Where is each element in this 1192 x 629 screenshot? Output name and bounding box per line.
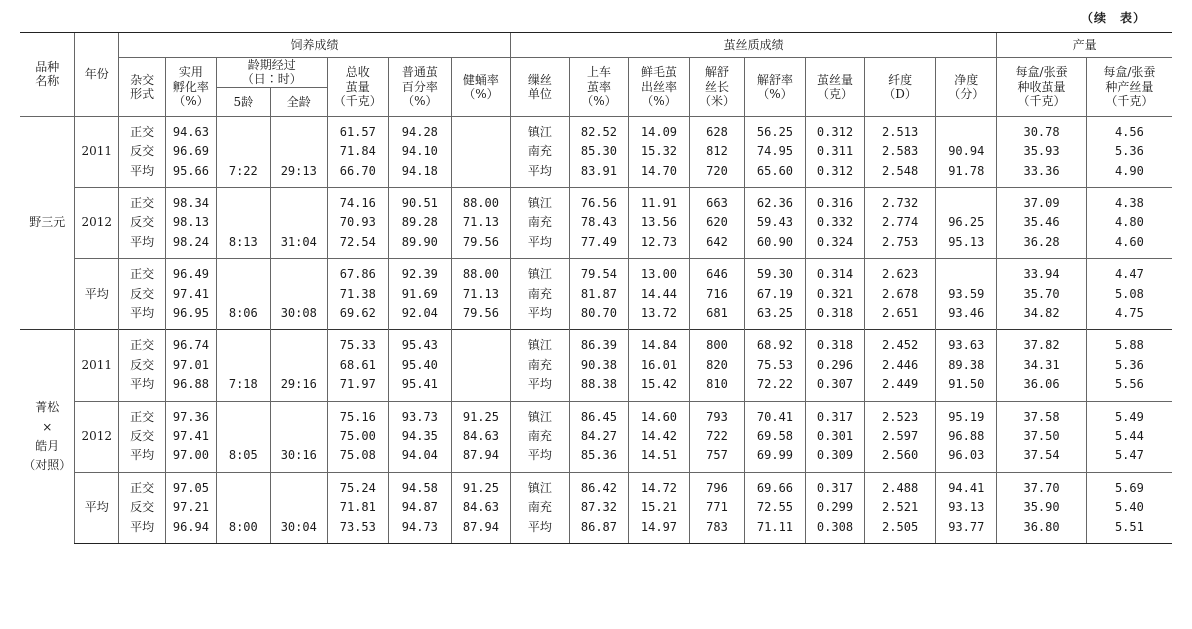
header-normal-pct: 普通茧 百分率 （%） — [388, 58, 451, 117]
cell-ycocoon: 33.94 35.70 34.82 — [997, 259, 1087, 330]
cell-silkwt: 0.318 0.296 0.307 — [805, 330, 864, 401]
cell-cross: 正交 反交 平均 — [119, 330, 166, 401]
cell-reelability: 62.36 59.43 60.90 — [744, 188, 805, 259]
cell-total: 74.16 70.93 72.54 — [327, 188, 388, 259]
variety-name: 野三元 — [20, 116, 75, 330]
cell-normal: 92.39 91.69 92.04 — [388, 259, 451, 330]
cell-total: 75.24 71.81 73.53 — [327, 472, 388, 543]
cell-unit: 镇江 南充 平均 — [510, 401, 569, 472]
cell-reelable: 86.42 87.32 86.87 — [569, 472, 628, 543]
cell-reelable: 86.39 90.38 88.38 — [569, 330, 628, 401]
cell-cross: 正交 反交 平均 — [119, 259, 166, 330]
cell-silkwt: 0.314 0.321 0.318 — [805, 259, 864, 330]
header-variety: 品种 名称 — [20, 33, 75, 117]
cell-normal: 94.58 94.87 94.73 — [388, 472, 451, 543]
cell-total: 75.33 68.61 71.97 — [327, 330, 388, 401]
header-yield-cocoon: 每盒/张蚕 种收茧量 （千克） — [997, 58, 1087, 117]
cell-rawsilk: 14.84 16.01 15.42 — [628, 330, 689, 401]
cell-instar5: 8:05 — [216, 401, 270, 472]
cell-full: 30:04 — [270, 472, 327, 543]
table-row — [20, 116, 1172, 187]
cell-size: 2.452 2.446 2.449 — [865, 330, 936, 401]
cell-silkwt: 0.317 0.301 0.309 — [805, 401, 864, 472]
cell-total: 61.57 71.84 66.70 — [327, 116, 388, 187]
cell-silkwt: 0.312 0.311 0.312 — [805, 116, 864, 187]
cell-pupation: 91.25 84.63 87.94 — [451, 401, 510, 472]
cell-ycocoon: 30.78 35.93 33.36 — [997, 116, 1087, 187]
cell-cross: 正交 反交 平均 — [119, 116, 166, 187]
cell-ysilk: 4.56 5.36 4.90 — [1086, 116, 1172, 187]
header-group-yield: 产量 — [997, 33, 1172, 58]
table-row — [20, 401, 1172, 472]
header-neatness: 净度 （分） — [936, 58, 997, 117]
cell-instar5: 8:13 — [216, 188, 270, 259]
header-filament-length: 解舒 丝长 （米） — [690, 58, 745, 117]
header-reelable: 上车 茧率 （%） — [569, 58, 628, 117]
cell-instar5: 8:06 — [216, 259, 270, 330]
header-hatch: 实用 孵化率 （%） — [165, 58, 216, 117]
variety-name: 菁松 × 皓月 （对照） — [20, 330, 75, 544]
cell-length: 793 722 757 — [690, 401, 745, 472]
cell-neatness: 94.41 93.13 93.77 — [936, 472, 997, 543]
cell-rawsilk: 14.72 15.21 14.97 — [628, 472, 689, 543]
cell-reelability: 69.66 72.55 71.11 — [744, 472, 805, 543]
table-header — [20, 33, 1172, 117]
cell-instar5: 8:00 — [216, 472, 270, 543]
cell-size: 2.523 2.597 2.560 — [865, 401, 936, 472]
cell-rawsilk: 13.00 14.44 13.72 — [628, 259, 689, 330]
header-cross: 杂交 形式 — [119, 58, 166, 117]
cell-year: 2012 — [75, 401, 119, 472]
header-reelability: 解舒率 （%） — [744, 58, 805, 117]
cell-hatch: 96.49 97.41 96.95 — [165, 259, 216, 330]
header-instar: 龄期经过 （日∶时） — [216, 58, 327, 88]
cell-silkwt: 0.316 0.332 0.324 — [805, 188, 864, 259]
cell-year: 平均 — [75, 472, 119, 543]
cell-ysilk: 5.88 5.36 5.56 — [1086, 330, 1172, 401]
cell-instar5: 7:22 — [216, 116, 270, 187]
cell-normal: 93.73 94.35 94.04 — [388, 401, 451, 472]
cell-reelable: 79.54 81.87 80.70 — [569, 259, 628, 330]
cell-pupation: 91.25 84.63 87.94 — [451, 472, 510, 543]
cell-year: 2011 — [75, 330, 119, 401]
silkworm-performance-table — [20, 32, 1172, 544]
cell-ysilk: 4.38 4.80 4.60 — [1086, 188, 1172, 259]
cell-cross: 正交 反交 平均 — [119, 401, 166, 472]
cell-neatness: 90.94 91.78 — [936, 116, 997, 187]
cell-neatness: 93.63 89.38 91.50 — [936, 330, 997, 401]
cell-rawsilk: 14.09 15.32 14.70 — [628, 116, 689, 187]
header-instar5: 5龄 — [216, 87, 270, 116]
cell-pupation: 88.00 71.13 79.56 — [451, 259, 510, 330]
cell-reelable: 82.52 85.30 83.91 — [569, 116, 628, 187]
header-pupation: 健蛹率 （%） — [451, 58, 510, 117]
cell-hatch: 94.63 96.69 95.66 — [165, 116, 216, 187]
header-size: 纤度 （D） — [865, 58, 936, 117]
header-group-rearing: 饲养成绩 — [119, 33, 511, 58]
cell-hatch: 97.05 97.21 96.94 — [165, 472, 216, 543]
cell-full: 31:04 — [270, 188, 327, 259]
cell-unit: 镇江 南充 平均 — [510, 330, 569, 401]
table-row — [20, 330, 1172, 401]
header-group-cocoon: 茧丝质成绩 — [510, 33, 996, 58]
table-row — [20, 472, 1172, 543]
cell-pupation: 88.00 71.13 79.56 — [451, 188, 510, 259]
cell-full: 30:08 — [270, 259, 327, 330]
cell-normal: 94.28 94.10 94.18 — [388, 116, 451, 187]
cell-rawsilk: 11.91 13.56 12.73 — [628, 188, 689, 259]
cell-full: 29:16 — [270, 330, 327, 401]
cell-silkwt: 0.317 0.299 0.308 — [805, 472, 864, 543]
cell-full: 29:13 — [270, 116, 327, 187]
cell-instar5: 7:18 — [216, 330, 270, 401]
cell-hatch: 98.34 98.13 98.24 — [165, 188, 216, 259]
cell-reelability: 70.41 69.58 69.99 — [744, 401, 805, 472]
cell-year: 平均 — [75, 259, 119, 330]
cell-size: 2.513 2.583 2.548 — [865, 116, 936, 187]
cell-year: 2011 — [75, 116, 119, 187]
header-silk-weight: 茧丝量 （克） — [805, 58, 864, 117]
cell-pupation — [451, 330, 510, 401]
cell-ycocoon: 37.58 37.50 37.54 — [997, 401, 1087, 472]
cell-size: 2.732 2.774 2.753 — [865, 188, 936, 259]
cell-reelable: 76.56 78.43 77.49 — [569, 188, 628, 259]
cell-cross: 正交 反交 平均 — [119, 472, 166, 543]
cell-unit: 镇江 南充 平均 — [510, 259, 569, 330]
header-year: 年份 — [75, 33, 119, 117]
cell-size: 2.623 2.678 2.651 — [865, 259, 936, 330]
cell-ysilk: 5.49 5.44 5.47 — [1086, 401, 1172, 472]
cell-ysilk: 5.69 5.40 5.51 — [1086, 472, 1172, 543]
continued-label: （续 表） — [1080, 11, 1146, 25]
cell-year: 2012 — [75, 188, 119, 259]
cell-reelability: 56.25 74.95 65.60 — [744, 116, 805, 187]
cell-reelable: 86.45 84.27 85.36 — [569, 401, 628, 472]
cell-hatch: 97.36 97.41 97.00 — [165, 401, 216, 472]
cell-length: 796 771 783 — [690, 472, 745, 543]
header-yield-silk: 每盒/张蚕 种产丝量 （千克） — [1086, 58, 1172, 117]
cell-ycocoon: 37.70 35.90 36.80 — [997, 472, 1087, 543]
cell-pupation — [451, 116, 510, 187]
cell-ycocoon: 37.82 34.31 36.06 — [997, 330, 1087, 401]
cell-length: 646 716 681 — [690, 259, 745, 330]
cell-total: 75.16 75.00 75.08 — [327, 401, 388, 472]
cell-length: 800 820 810 — [690, 330, 745, 401]
header-total-cocoon: 总收 茧量 （千克） — [327, 58, 388, 117]
cell-cross: 正交 反交 平均 — [119, 188, 166, 259]
cell-length: 628 812 720 — [690, 116, 745, 187]
cell-hatch: 96.74 97.01 96.88 — [165, 330, 216, 401]
cell-total: 67.86 71.38 69.62 — [327, 259, 388, 330]
cell-length: 663 620 642 — [690, 188, 745, 259]
cell-reelability: 59.30 67.19 63.25 — [744, 259, 805, 330]
cell-unit: 镇江 南充 平均 — [510, 472, 569, 543]
table-row — [20, 259, 1172, 330]
cell-ycocoon: 37.09 35.46 36.28 — [997, 188, 1087, 259]
cell-size: 2.488 2.521 2.505 — [865, 472, 936, 543]
header-reeling-unit: 缫丝 单位 — [510, 58, 569, 117]
table-row — [20, 188, 1172, 259]
cell-ysilk: 4.47 5.08 4.75 — [1086, 259, 1172, 330]
cell-full: 30:16 — [270, 401, 327, 472]
cell-reelability: 68.92 75.53 72.22 — [744, 330, 805, 401]
cell-normal: 95.43 95.40 95.41 — [388, 330, 451, 401]
cell-rawsilk: 14.60 14.42 14.51 — [628, 401, 689, 472]
cell-unit: 镇江 南充 平均 — [510, 188, 569, 259]
header-raw-silk-pct: 鲜毛茧 出丝率 （%） — [628, 58, 689, 117]
cell-normal: 90.51 89.28 89.90 — [388, 188, 451, 259]
cell-neatness: 96.25 95.13 — [936, 188, 997, 259]
cell-unit: 镇江 南充 平均 — [510, 116, 569, 187]
cell-neatness: 95.19 96.88 96.03 — [936, 401, 997, 472]
header-full: 全龄 — [270, 87, 327, 116]
cell-neatness: 93.59 93.46 — [936, 259, 997, 330]
table-body — [20, 116, 1172, 543]
